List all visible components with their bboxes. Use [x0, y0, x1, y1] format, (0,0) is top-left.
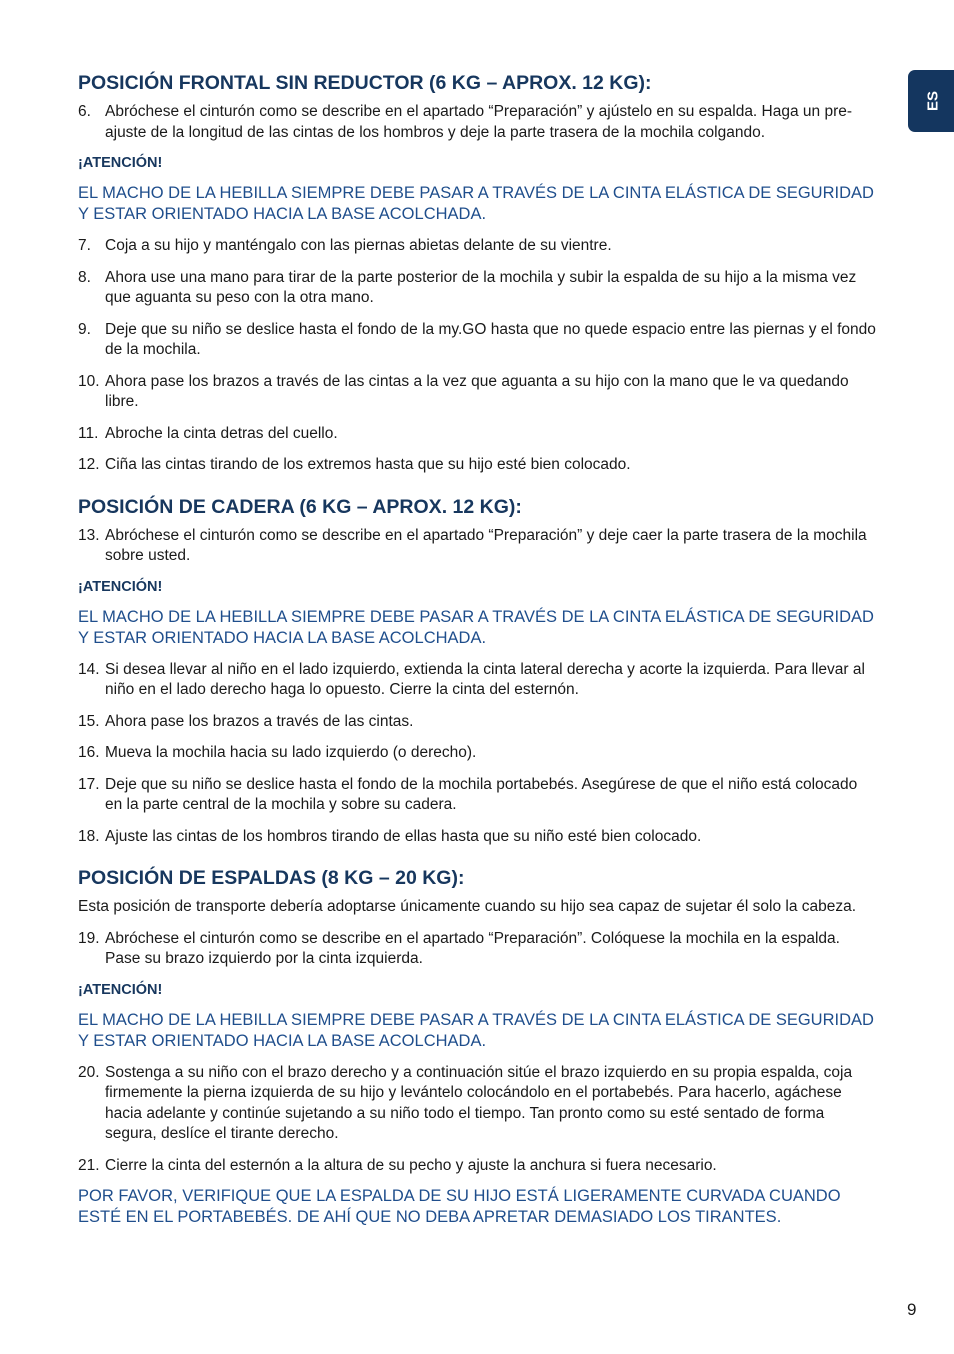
list-item [78, 320, 876, 361]
section-intro: Esta posición de transporte debería adoptarse únicamente cuando su hijo sea capaz de sujetar él solo la cabeza. [78, 898, 857, 915]
item-text: Abróchese el cinturón como se describe en el apartado “Preparación” y ajústelo en su espalda. Haga un pre-ajuste de la longitud de las cintas de los hombros y deje la parte trasera de la mochila colgando. [105, 103, 853, 141]
warning-text: EL MACHO DE LA HEBILLA SIEMPRE DEBE PASAR A TRAVÉS DE LA CINTA ELÁSTICA DE SEGURIDAD Y ESTAR ORIENTADO HACIA LA BASE ACOLCHADA. [78, 1010, 874, 1050]
warning-title: ¡ATENCIÓN! [78, 981, 163, 998]
warning-text: EL MACHO DE LA HEBILLA SIEMPRE DEBE PASAR A TRAVÉS DE LA CINTA ELÁSTICA DE SEGURIDAD Y ESTAR ORIENTADO HACIA LA BASE ACOLCHADA. [78, 184, 874, 223]
item-text: Deje que su niño se deslice hasta el fondo de la mochila portabebés. Asegúrese de que el niño está colocado en la parte central de la mochila y sobre su cadera. [105, 775, 858, 813]
item-number: 17. [78, 775, 100, 793]
item-text: Abróchese el cinturón como se describe en el apartado “Preparación”. Colóquese la mochila en la espalda. Pase su brazo izquierdo por la cinta izquierda. [105, 929, 840, 967]
item-number: 11. [78, 424, 99, 442]
item-number: 19. [78, 929, 100, 947]
section-heading-espaldas: POSICIÓN DE ESPALDAS (8 KG – 20 KG): [78, 867, 465, 889]
list-item [78, 372, 876, 413]
section-heading-frontal: POSICIÓN FRONTAL SIN REDUCTOR (6 KG – APROX. 12 KG): [78, 72, 652, 94]
list-item [78, 526, 876, 567]
page-number: 9 [907, 1300, 917, 1319]
item-text: Mueva la mochila hacia su lado izquierdo (o derecho). [105, 744, 477, 761]
item-number: 18. [78, 827, 100, 845]
list-item [78, 102, 876, 143]
list-item [78, 236, 876, 257]
item-text: Cierre la cinta del esternón a la altura de su pecho y ajuste la anchura si fuera necesario. [105, 1156, 717, 1174]
item-number: 14. [78, 660, 100, 678]
item-number: 12. [78, 456, 100, 473]
item-text: Abroche la cinta detras del cuello. [105, 424, 338, 442]
warning-text: EL MACHO DE LA HEBILLA SIEMPRE DEBE PASAR A TRAVÉS DE LA CINTA ELÁSTICA DE SEGURIDAD Y ESTAR ORIENTADO HACIA LA BASE ACOLCHADA. [78, 607, 874, 647]
item-text: Ajuste las cintas de los hombros tirando de ellas hasta que su niño esté bien colocado. [105, 827, 702, 845]
item-number: 16. [78, 744, 100, 761]
section-heading-cadera: POSICIÓN DE CADERA (6 KG – APROX. 12 KG): [78, 495, 522, 518]
item-text: Ahora pase los brazos a través de las cintas a la vez que aguanta a su hijo con la mano que le va quedando libre. [105, 372, 849, 410]
item-text: Si desea llevar al niño en el lado izquierdo, extienda la cinta lateral derecha y acorte la izquierda. Para llevar al niño en el lado derecho haga lo opuesto. Cierre la cinta del esternón. [105, 660, 865, 698]
item-text: Ahora pase los brazos a través de las cintas. [105, 712, 414, 730]
item-number: 15. [78, 712, 100, 730]
list-item [78, 455, 876, 476]
list-item [78, 268, 876, 309]
item-number: 13. [78, 526, 100, 544]
closing-note: POR FAVOR, VERIFIQUE QUE LA ESPALDA DE SU HIJO ESTÁ LIGERAMENTE CURVADA CUANDO ESTÉ EN EL PORTABEBÉS. DE AHÍ QUE NO DEBA APRETAR DEMASIADO LOS TIRANTES. [78, 1187, 841, 1226]
item-number: 10. [78, 372, 100, 390]
list-item [78, 743, 876, 764]
item-text: Deje que su niño se deslice hasta el fondo de la my.GO hasta que no quede espacio entre las piernas y el fondo de la mochila. [105, 320, 876, 358]
item-number: 21. [78, 1156, 100, 1174]
warning-title: ¡ATENCIÓN! [78, 578, 163, 595]
language-tab [908, 70, 954, 132]
item-number: 9. [78, 320, 91, 338]
warning-title: ¡ATENCIÓN! [78, 155, 163, 171]
list-item [78, 827, 876, 848]
item-number: 20. [78, 1063, 100, 1081]
list-item [78, 660, 876, 701]
list-item [78, 1063, 876, 1145]
language-tab-label: ES [924, 90, 942, 112]
item-text: Sostenga a su niño con el brazo derecho y a continuación sitúe el brazo izquierdo en su propia espalda, coja firmemente la pierna izquierda de su hijo y levántelo colocándolo en el portabebés. Para hacerlo, agáchese hacia adelante y continúe sujetando a su niño todo el tiempo. Tan pronto como su esté sentado de forma segura, deslíce el tirante derecho. [105, 1063, 853, 1142]
item-number: 6. [78, 103, 91, 120]
page-content [78, 70, 876, 1228]
item-text: Ahora use una mano para tirar de la parte posterior de la mochila y subir la espalda de su hijo a la misma vez que aguanta su peso con la otra mano. [105, 268, 857, 306]
list-item [78, 775, 876, 816]
list-item [78, 424, 876, 445]
list-item [78, 712, 876, 733]
list-item [78, 1156, 876, 1177]
item-text: Abróchese el cinturón como se describe en el apartado “Preparación” y deje caer la parte trasera de la mochila sobre usted. [105, 526, 867, 564]
item-number: 8. [78, 268, 91, 286]
item-text: Coja a su hijo y manténgalo con las piernas abietas delante de su vientre. [105, 237, 612, 254]
item-text: Ciña las cintas tirando de los extremos hasta que su hijo esté bien colocado. [105, 456, 631, 473]
list-item [78, 929, 876, 970]
item-number: 7. [78, 237, 91, 254]
